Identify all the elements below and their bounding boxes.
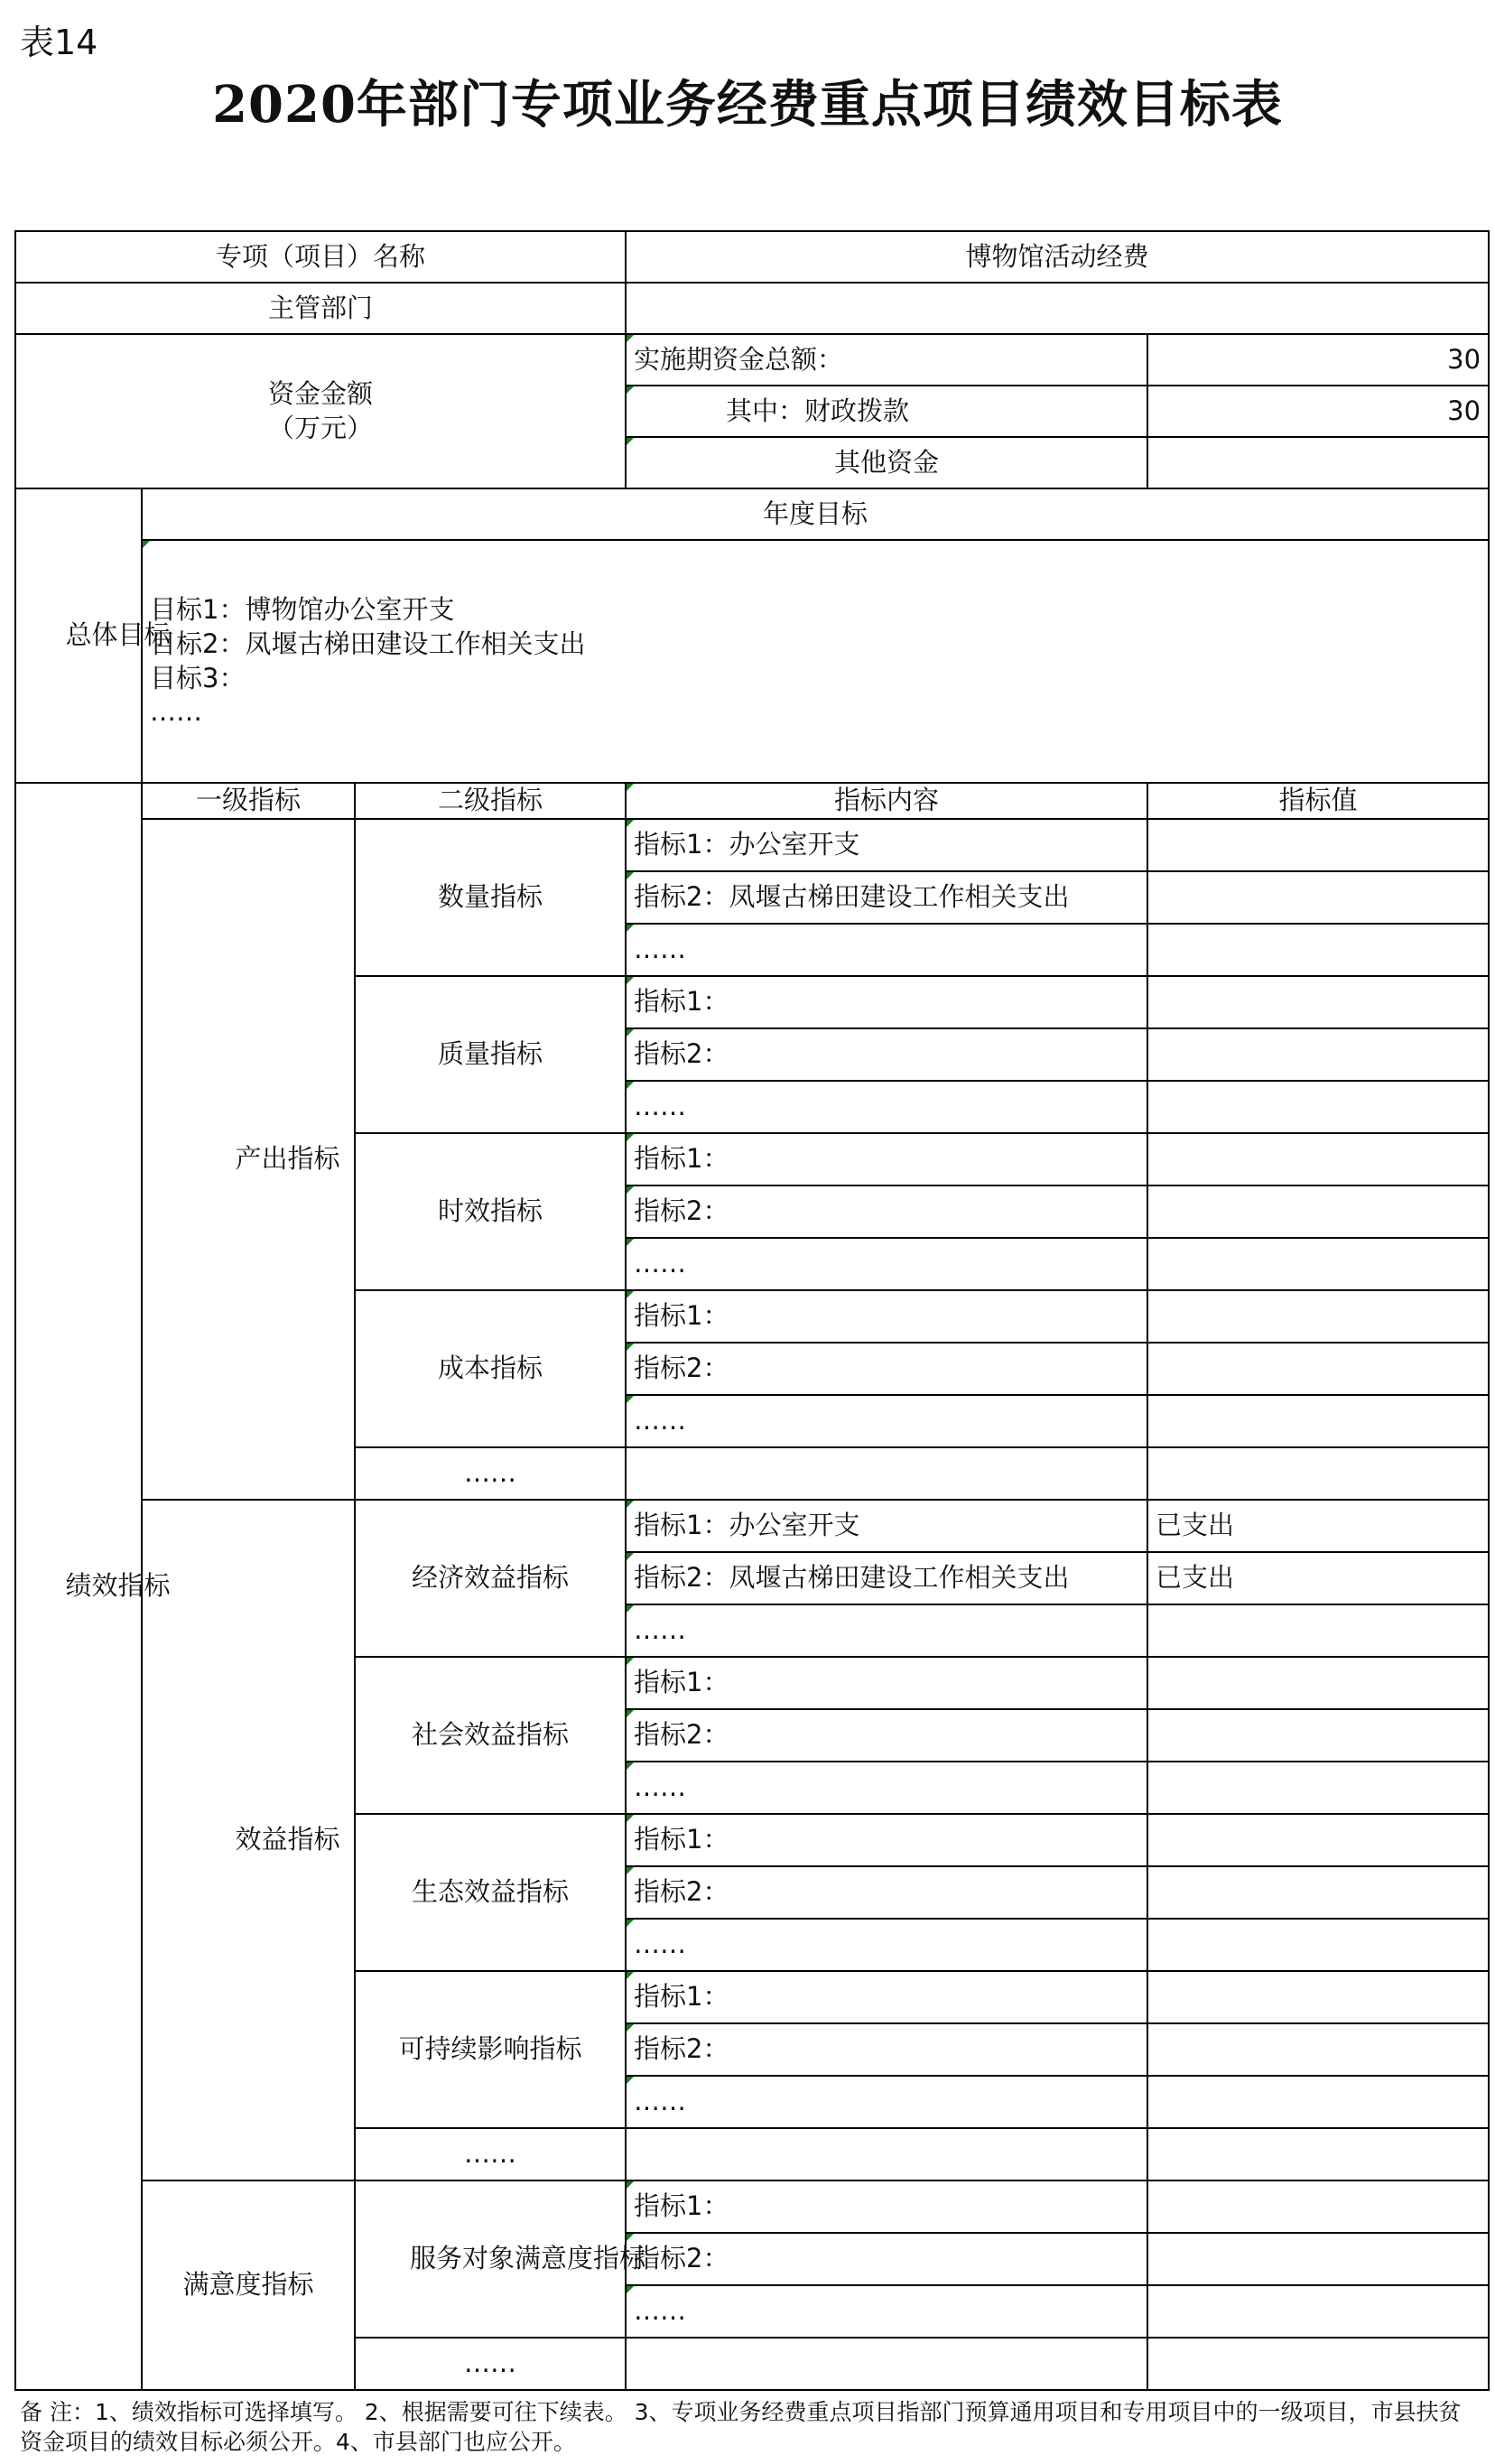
indicator-content: 指标2： bbox=[626, 1028, 1147, 1081]
table-tag: 表14 bbox=[20, 23, 98, 62]
indicator-content: 指标1：办公室开支 bbox=[626, 819, 1147, 871]
output-more-label: …… bbox=[355, 1447, 626, 1500]
overall-goal-label: 总体目标 bbox=[15, 488, 142, 783]
indicator-value bbox=[1147, 1343, 1489, 1395]
indicator-content bbox=[626, 1447, 1147, 1500]
indicator-value bbox=[1147, 2338, 1489, 2390]
page-title: 2020年部门专项业务经费重点项目绩效目标表 bbox=[212, 75, 1283, 135]
fund-total-label: 实施期资金总额： bbox=[626, 334, 1147, 386]
indicator-content: 指标1：办公室开支 bbox=[626, 1500, 1147, 1552]
performance-target-table bbox=[14, 230, 1490, 2391]
indicator-content: 指标2： bbox=[626, 2023, 1147, 2076]
indicator-value bbox=[1147, 2233, 1489, 2285]
indicator-content: …… bbox=[626, 1081, 1147, 1133]
indicator-content: 指标2：凤堰古梯田建设工作相关支出 bbox=[626, 1552, 1147, 1604]
ecological-indicator-label: 生态效益指标 bbox=[355, 1814, 626, 1971]
benefit-more-label: …… bbox=[355, 2128, 626, 2180]
indicator-content bbox=[626, 2338, 1147, 2390]
indicator-value bbox=[1147, 1133, 1489, 1186]
indicator-value: 已支出 bbox=[1147, 1552, 1489, 1604]
indicator-value bbox=[1147, 1290, 1489, 1343]
indicator-content: …… bbox=[626, 1238, 1147, 1290]
timeliness-indicator-label: 时效指标 bbox=[355, 1133, 626, 1290]
indicator-value bbox=[1147, 1971, 1489, 2023]
indicator-value bbox=[1147, 1395, 1489, 1447]
footnote: 备 注：1、绩效指标可选择填写。 2、根据需要可往下续表。 3、专项业务经费重点项目指部门预算通用项目和专用项目中的一级项目，市县扶贫资金项目的绩效目标必须公开。4、市县部门也应公开。 bbox=[20, 2399, 1462, 2456]
indicator-value bbox=[1147, 2180, 1489, 2233]
goal-line: 目标2：凤堰古梯田建设工作相关支出 bbox=[150, 628, 586, 659]
indicator-content: 指标1： bbox=[626, 976, 1147, 1028]
indicator-content bbox=[626, 2128, 1147, 2180]
indicator-content: 指标1： bbox=[626, 1657, 1147, 1709]
fund-fiscal-label: 其中：财政拨款 bbox=[626, 386, 1147, 437]
indicator-content: 指标2： bbox=[626, 2233, 1147, 2285]
indicator-value bbox=[1147, 1866, 1489, 1919]
fund-other-value bbox=[1147, 437, 1489, 488]
indicator-value bbox=[1147, 1814, 1489, 1866]
satisfaction-indicator-label: 满意度指标 bbox=[142, 2180, 355, 2390]
goal-line: 目标1：博物馆办公室开支 bbox=[150, 594, 455, 626]
satisfaction-more-label: …… bbox=[355, 2338, 626, 2390]
fund-label-line1: 资金金额 bbox=[268, 377, 374, 409]
benefit-indicator-label: 效益指标 bbox=[142, 1500, 355, 2180]
indicator-value bbox=[1147, 2076, 1489, 2128]
indicator-value bbox=[1147, 2023, 1489, 2076]
indicator-content: 指标2： bbox=[626, 1186, 1147, 1238]
indicator-value bbox=[1147, 871, 1489, 924]
indicator-content: …… bbox=[626, 1395, 1147, 1447]
goal-line: 目标3： bbox=[150, 662, 246, 693]
social-indicator-label: 社会效益指标 bbox=[355, 1657, 626, 1814]
quality-indicator-label: 质量指标 bbox=[355, 976, 626, 1133]
indicator-value bbox=[1147, 1186, 1489, 1238]
indicator-content: …… bbox=[626, 1762, 1147, 1814]
goal-line: …… bbox=[150, 696, 202, 728]
indicator-value bbox=[1147, 2285, 1489, 2338]
fund-label-line2: （万元） bbox=[268, 412, 374, 443]
indicator-value bbox=[1147, 1081, 1489, 1133]
indicator-content: 指标2： bbox=[626, 1866, 1147, 1919]
indicator-content: 指标2：凤堰古梯田建设工作相关支出 bbox=[626, 871, 1147, 924]
indicator-value bbox=[1147, 1657, 1489, 1709]
output-indicator-label: 产出指标 bbox=[142, 819, 355, 1500]
indicator-value bbox=[1147, 976, 1489, 1028]
dept-label: 主管部门 bbox=[15, 283, 626, 334]
quantity-indicator-label: 数量指标 bbox=[355, 819, 626, 976]
indicator-value bbox=[1147, 1028, 1489, 1081]
indicator-value bbox=[1147, 1762, 1489, 1814]
cost-indicator-label: 成本指标 bbox=[355, 1290, 626, 1447]
col-header-level1: 一级指标 bbox=[142, 783, 355, 819]
indicator-value bbox=[1147, 1919, 1489, 1971]
indicator-value bbox=[1147, 1604, 1489, 1657]
indicator-content: 指标1： bbox=[626, 1814, 1147, 1866]
indicator-content: 指标1： bbox=[626, 1971, 1147, 2023]
performance-indicator-label: 绩效指标 bbox=[15, 783, 142, 2390]
project-name-label: 专项（项目）名称 bbox=[15, 231, 626, 283]
indicator-value bbox=[1147, 2128, 1489, 2180]
indicator-value bbox=[1147, 924, 1489, 976]
annual-goal-label: 年度目标 bbox=[142, 488, 1489, 540]
fund-total-value: 30 bbox=[1147, 334, 1489, 386]
indicator-value bbox=[1147, 1709, 1489, 1762]
indicator-value bbox=[1147, 1238, 1489, 1290]
indicator-content: 指标1： bbox=[626, 2180, 1147, 2233]
indicator-content: …… bbox=[626, 1604, 1147, 1657]
fund-fiscal-value: 30 bbox=[1147, 386, 1489, 437]
indicator-content: 指标2： bbox=[626, 1343, 1147, 1395]
indicator-content: …… bbox=[626, 2285, 1147, 2338]
indicator-value bbox=[1147, 819, 1489, 871]
fund-other-label: 其他资金 bbox=[626, 437, 1147, 488]
indicator-content: …… bbox=[626, 924, 1147, 976]
indicator-value: 已支出 bbox=[1147, 1500, 1489, 1552]
economic-indicator-label: 经济效益指标 bbox=[355, 1500, 626, 1657]
sustainable-indicator-label: 可持续影响指标 bbox=[355, 1971, 626, 2128]
indicator-content: …… bbox=[626, 1919, 1147, 1971]
indicator-value bbox=[1147, 1447, 1489, 1500]
indicator-content: …… bbox=[626, 2076, 1147, 2128]
fund-label bbox=[15, 334, 626, 488]
col-header-value: 指标值 bbox=[1147, 783, 1489, 819]
col-header-content: 指标内容 bbox=[626, 783, 1147, 819]
indicator-content: 指标1： bbox=[626, 1133, 1147, 1186]
annual-goal-content bbox=[142, 540, 1489, 783]
col-header-level2: 二级指标 bbox=[355, 783, 626, 819]
service-satisfaction-indicator-label: 服务对象满意度指标 bbox=[355, 2180, 626, 2338]
indicator-content: 指标1： bbox=[626, 1290, 1147, 1343]
project-name-value: 博物馆活动经费 bbox=[626, 231, 1489, 283]
indicator-content: 指标2： bbox=[626, 1709, 1147, 1762]
dept-value bbox=[626, 283, 1489, 334]
